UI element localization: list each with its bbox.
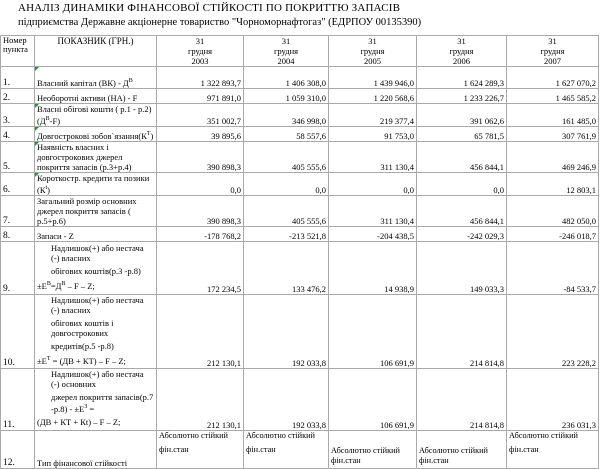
value-cell: 212 130,1 bbox=[157, 369, 244, 431]
row-number: 8. bbox=[1, 226, 35, 241]
row-label: Запаси - Z bbox=[35, 226, 157, 241]
value-cell: 469 246,9 bbox=[507, 141, 599, 172]
header-day: 31 bbox=[195, 36, 205, 46]
stability-type-text: Абсолютно стійкий фін.стан bbox=[331, 446, 400, 466]
value-cell: 0,0 bbox=[417, 172, 507, 195]
row-label-line: (ДВ + КТ + Кt) – F – Z; bbox=[37, 417, 121, 428]
value-cell: -246 018,7 bbox=[507, 226, 599, 241]
table-row bbox=[1, 126, 599, 141]
value-cell: 161 485,0 bbox=[507, 104, 599, 127]
value-cell: 1 627 070,2 bbox=[507, 67, 599, 89]
stability-type-cell bbox=[244, 431, 329, 469]
header-year-cell bbox=[507, 36, 599, 67]
table-row bbox=[1, 431, 599, 469]
row-label: Довгострокові $зобов`язання(К^Т)$ bbox=[35, 126, 157, 141]
header-year-cell bbox=[329, 36, 417, 67]
value-cell: 149 033,3 bbox=[417, 241, 507, 294]
row-label: Власний капітал $(ВК) - Д^В$ bbox=[35, 67, 157, 89]
cell-marker-icon bbox=[35, 142, 39, 146]
stability-type-cell bbox=[157, 431, 244, 469]
row-label bbox=[35, 241, 157, 294]
value-cell: 1 322 893,7 bbox=[157, 67, 244, 89]
financial-stability-table bbox=[0, 35, 599, 469]
header-month: грудня bbox=[187, 46, 213, 56]
value-cell: -242 029,3 bbox=[417, 226, 507, 241]
value-cell: 1 406 308,0 bbox=[244, 67, 329, 89]
row-label-line: Надлишок(+) або нестача (-) власних bbox=[51, 294, 144, 315]
stability-type-text: Абсолютно стійкий bbox=[246, 431, 315, 441]
row-label-line: $\pm E^В=Д^В - F - Z$; bbox=[37, 280, 95, 291]
value-cell: 971 891,0 bbox=[157, 89, 244, 104]
row-number: 1. bbox=[1, 67, 35, 89]
value-cell: 1 233 226,7 bbox=[417, 89, 507, 104]
row-label-line: $\pm E^Т = (ДВ + КТ) - F - Z$; bbox=[37, 355, 126, 366]
value-cell: 91 753,0 bbox=[329, 126, 417, 141]
table-row bbox=[1, 294, 599, 369]
row-label-line: кредитів(р.5 -р.8) bbox=[51, 340, 114, 351]
stability-type-text: Абсолютно стійкий bbox=[509, 431, 578, 441]
table-row bbox=[1, 172, 599, 195]
value-cell: 14 938,9 bbox=[329, 241, 417, 294]
row-number: 12. bbox=[1, 431, 35, 469]
value-cell: 106 691,9 bbox=[329, 369, 417, 431]
value-cell: 0,0 bbox=[157, 172, 244, 195]
row-label: Власні обігові кошти ( р.1 - р.2) $(Д^В-F)$ bbox=[35, 104, 157, 127]
value-cell: 405 555,6 bbox=[244, 141, 329, 172]
table-row bbox=[1, 226, 599, 241]
header-row bbox=[1, 36, 599, 67]
stability-type-text: Абсолютно стійкий фін.стан bbox=[419, 446, 488, 466]
value-cell: 219 377,4 bbox=[329, 104, 417, 127]
row-number: 6. bbox=[1, 172, 35, 195]
value-cell: 1 465 585,2 bbox=[507, 89, 599, 104]
value-cell: 391 062,6 bbox=[417, 104, 507, 127]
value-cell: 236 031,3 bbox=[507, 369, 599, 431]
header-day: 31 bbox=[281, 36, 291, 46]
header-day: 31 bbox=[548, 36, 557, 46]
cell-marker-icon bbox=[35, 127, 39, 131]
value-cell: 346 998,0 bbox=[244, 104, 329, 127]
value-cell: 65 781,5 bbox=[417, 126, 507, 141]
row-label: Загальний розмір основних джерел покриття запасів ( р.5+р.6) bbox=[35, 195, 157, 226]
stability-type-text: фін.стан bbox=[509, 445, 539, 455]
header-year: 2007 bbox=[544, 56, 561, 66]
row-number: 3. bbox=[1, 104, 35, 127]
stability-type-cell bbox=[329, 431, 417, 469]
stability-type-text: фін.стан bbox=[246, 445, 276, 455]
header-year: 2005 bbox=[364, 56, 381, 66]
header-year: 2003 bbox=[191, 56, 209, 66]
header-month: грудня bbox=[273, 46, 299, 56]
stability-type-text: Абсолютно стійкий bbox=[159, 431, 228, 441]
table-row bbox=[1, 141, 599, 172]
row-number: 7. bbox=[1, 195, 35, 226]
value-cell: 1 059 310,0 bbox=[244, 89, 329, 104]
value-cell: 214 814,8 bbox=[417, 369, 507, 431]
value-cell: -178 768,2 bbox=[157, 226, 244, 241]
value-cell: 106 691,9 bbox=[329, 294, 417, 369]
row-label-line: джерел покриття запасів(р.7 $-р.8) - \pm E^З$ = bbox=[51, 392, 154, 415]
row-number: 4. bbox=[1, 126, 35, 141]
cell-marker-icon bbox=[35, 173, 39, 177]
table-row bbox=[1, 104, 599, 127]
value-cell: 390 898,3 bbox=[157, 195, 244, 226]
header-number-cell: Номер пункта bbox=[1, 36, 35, 67]
row-label bbox=[35, 294, 157, 369]
value-cell: -213 521,8 bbox=[244, 226, 329, 241]
value-cell: 482 050,0 bbox=[507, 195, 599, 226]
row-label-line: обігових коштів і довгострокових bbox=[51, 317, 114, 338]
header-month: грудня bbox=[360, 46, 385, 56]
row-number: 11. bbox=[1, 369, 35, 431]
row-label-line: Надлишок(+) або нестача (-) основних bbox=[51, 369, 144, 390]
cell-marker-icon bbox=[35, 67, 39, 71]
header-indicator-cell: ПОКАЗНИК (ГРН.) bbox=[35, 36, 157, 67]
value-cell: 223 228,2 bbox=[507, 294, 599, 369]
row-number: 10. bbox=[1, 294, 35, 369]
value-cell: 456 844,1 bbox=[417, 141, 507, 172]
table-row bbox=[1, 369, 599, 431]
table-row bbox=[1, 89, 599, 104]
row-label bbox=[35, 369, 157, 431]
header-day: 31 bbox=[368, 36, 377, 46]
row-number: 9. bbox=[1, 241, 35, 294]
row-label: Наявність власних і довгострокових джерел покриття запасів (р.3+р.4) bbox=[35, 141, 157, 172]
value-cell: 405 555,6 bbox=[244, 195, 329, 226]
header-year: 2004 bbox=[277, 56, 295, 66]
value-cell: -204 438,5 bbox=[329, 226, 417, 241]
value-cell: 133 476,2 bbox=[244, 241, 329, 294]
header-year-cell bbox=[244, 36, 329, 67]
value-cell: 456 844,1 bbox=[417, 195, 507, 226]
value-cell: 351 002,7 bbox=[157, 104, 244, 127]
header-year-cell bbox=[417, 36, 507, 67]
row-label: Тип фінансової стійкості bbox=[35, 431, 157, 469]
row-label: Необоротні активи (НА) - F bbox=[35, 89, 157, 104]
value-cell: 307 761,9 bbox=[507, 126, 599, 141]
header-month: грудня bbox=[449, 46, 474, 56]
row-number: 5. bbox=[1, 141, 35, 172]
header-year: 2006 bbox=[453, 56, 470, 66]
value-cell: 1 439 946,0 bbox=[329, 67, 417, 89]
row-label: Короткостр. кредити та позики $(К^t)$ bbox=[35, 172, 157, 195]
value-cell: 192 033,8 bbox=[244, 369, 329, 431]
stability-type-cell bbox=[417, 431, 507, 469]
value-cell: -84 533,7 bbox=[507, 241, 599, 294]
value-cell: 1 220 568,6 bbox=[329, 89, 417, 104]
report-subtitle: підприємства Державне акціонерне товариство "Чорноморнафтогаз" (ЕДРПОУ 00135390) bbox=[18, 17, 422, 28]
value-cell: 39 895,6 bbox=[157, 126, 244, 141]
value-cell: 58 557,6 bbox=[244, 126, 329, 141]
value-cell: 212 130,1 bbox=[157, 294, 244, 369]
value-cell: 0,0 bbox=[244, 172, 329, 195]
table-row bbox=[1, 195, 599, 226]
value-cell: 311 130,4 bbox=[329, 141, 417, 172]
value-cell: 12 803,1 bbox=[507, 172, 599, 195]
value-cell: 172 234,5 bbox=[157, 241, 244, 294]
table-row bbox=[1, 67, 599, 89]
value-cell: 192 033,8 bbox=[244, 294, 329, 369]
value-cell: 214 814,8 bbox=[417, 294, 507, 369]
value-cell: 1 624 289,3 bbox=[417, 67, 507, 89]
stability-type-text: фін.стан bbox=[159, 445, 189, 455]
header-year-cell bbox=[157, 36, 244, 67]
report-title: АНАЛІЗ ДИНАМІКИ ФІНАНСОВОЇ СТІЙКОСТІ ПО ПОКРИТТЮ ЗАПАСІВ bbox=[18, 2, 401, 14]
value-cell: 390 898,3 bbox=[157, 141, 244, 172]
header-day: 31 bbox=[457, 36, 466, 46]
value-cell: 311 130,4 bbox=[329, 195, 417, 226]
row-label-line: Надлишок(+) або нестача (-) власних bbox=[51, 242, 144, 263]
header-month: грудня bbox=[540, 46, 565, 56]
row-label-line: обігових коштів(р.3 -р.8) bbox=[51, 265, 141, 276]
row-number: 2. bbox=[1, 89, 35, 104]
table-row bbox=[1, 241, 599, 294]
cell-marker-icon bbox=[35, 104, 39, 108]
value-cell: 0,0 bbox=[329, 172, 417, 195]
stability-type-cell bbox=[507, 431, 599, 469]
